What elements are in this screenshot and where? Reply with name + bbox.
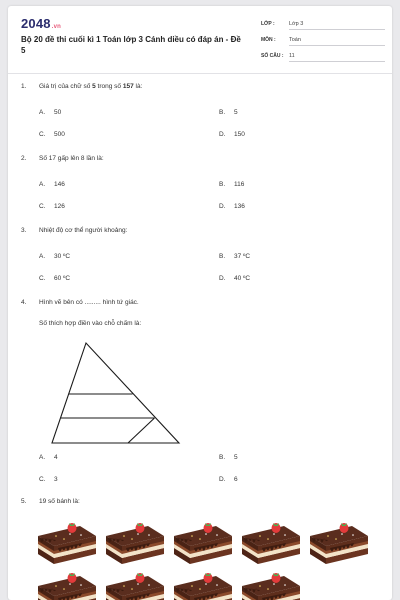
option-a[interactable] [39,181,65,188]
site-logo[interactable] [21,16,61,31]
option-letter: B. [219,454,226,461]
meta-row-subject [261,35,385,51]
text-part: là: [133,83,143,90]
chocolate-cake-icon [36,568,98,600]
option-letter: B. [219,181,226,188]
text-bold: 5 [92,83,96,90]
option-letter: D. [219,476,226,483]
triangle-outline [52,343,179,443]
worksheet-page [8,6,392,600]
chocolate-cake-icon [172,568,234,600]
option-text: 50 [54,109,62,116]
worksheet-header [8,6,392,68]
meta-label: SỐ CÂU : [261,53,284,59]
question-text: Số 17 gấp lên 8 lần là: [39,155,104,162]
option-text: 5 [234,109,238,116]
question-2 [21,155,381,210]
option-text: 116 [234,181,245,188]
meta-label: LỚP : [261,21,275,27]
option-text: 4 [54,454,58,461]
option-d[interactable] [219,275,250,282]
question-1 [21,83,381,138]
option-text: 146 [54,181,65,188]
triangle-figure [48,339,183,449]
option-letter: B. [219,109,226,116]
question-number: 5. [21,498,27,505]
option-d[interactable] [219,476,238,483]
option-text: 40 ºC [234,275,251,282]
option-letter: A. [39,454,46,461]
option-letter: C. [39,275,46,282]
meta-value: Toán [289,37,385,46]
option-letter: A. [39,181,46,188]
chocolate-cake-icon [36,518,98,564]
question-4 [21,299,381,483]
option-b[interactable] [219,454,238,461]
chocolate-cake-icon [240,518,302,564]
option-text: 60 ºC [54,275,71,282]
meta-fields [261,19,385,67]
option-c[interactable] [39,476,58,483]
option-b[interactable] [219,109,238,116]
option-letter: D. [219,203,226,210]
option-letter: C. [39,131,46,138]
document-title: Bộ 20 đề thi cuối kì 1 Toán lớp 3 Cánh diều có đáp án - Đề 5 [21,35,241,55]
logo-suffix: .vn [51,24,62,30]
option-letter: C. [39,476,46,483]
meta-value: Lớp 3 [289,21,385,30]
question-stem [21,299,381,309]
option-letter: A. [39,109,46,116]
question-number: 1. [21,83,27,90]
option-text: 3 [54,476,58,483]
option-letter: D. [219,131,226,138]
slanted-line [128,418,155,443]
option-text: 150 [234,131,245,138]
option-letter: D. [219,275,226,282]
question-5 [21,498,381,508]
meta-label: MÔN : [261,37,276,43]
question-stem [21,227,381,237]
option-text: 37 ºC [234,253,251,260]
meta-row-class [261,19,385,35]
question-text: Hình vẽ bên có ......... hình tứ giác. [39,299,139,306]
question-number: 2. [21,155,27,162]
option-d[interactable] [219,131,245,138]
option-a[interactable] [39,109,61,116]
text-part: trong số [95,83,123,90]
option-a[interactable] [39,454,58,461]
chocolate-cake-icon [308,518,370,564]
chocolate-cake-icon [104,518,166,564]
option-d[interactable] [219,203,245,210]
chocolate-cake-icon [172,518,234,564]
question-text: Nhiệt độ cơ thể người khoảng: [39,227,128,234]
option-c[interactable] [39,131,65,138]
option-letter: B. [219,253,226,260]
meta-row-count [261,51,385,67]
question-3 [21,227,381,282]
option-text: 136 [234,203,245,210]
option-text: 5 [234,454,238,461]
logo-text: 2048 [21,16,51,31]
question-stem [21,83,381,93]
text-bold: 157 [122,83,134,90]
option-text: 126 [54,203,65,210]
question-number: 4. [21,299,27,306]
chocolate-cake-icon [104,568,166,600]
option-b[interactable] [219,253,250,260]
option-c[interactable] [39,203,65,210]
question-subtext: Số thích hợp điền vào chỗ chấm là: [39,320,142,327]
option-letter: C. [39,203,46,210]
question-stem [21,155,381,165]
option-b[interactable] [219,181,244,188]
option-text: 30 ºC [54,253,71,260]
option-a[interactable] [39,253,70,260]
option-c[interactable] [39,275,70,282]
option-text: 6 [234,476,238,483]
question-text [39,83,142,90]
question-text: 19 số bánh là: [39,498,80,505]
option-letter: A. [39,253,46,260]
header-divider [8,73,392,74]
meta-value: 11 [289,53,385,62]
text-part: Giá trị của chữ số [39,83,93,90]
option-text: 500 [54,131,65,138]
question-stem [21,498,381,508]
chocolate-cake-icon [240,568,302,600]
question-number: 3. [21,227,27,234]
